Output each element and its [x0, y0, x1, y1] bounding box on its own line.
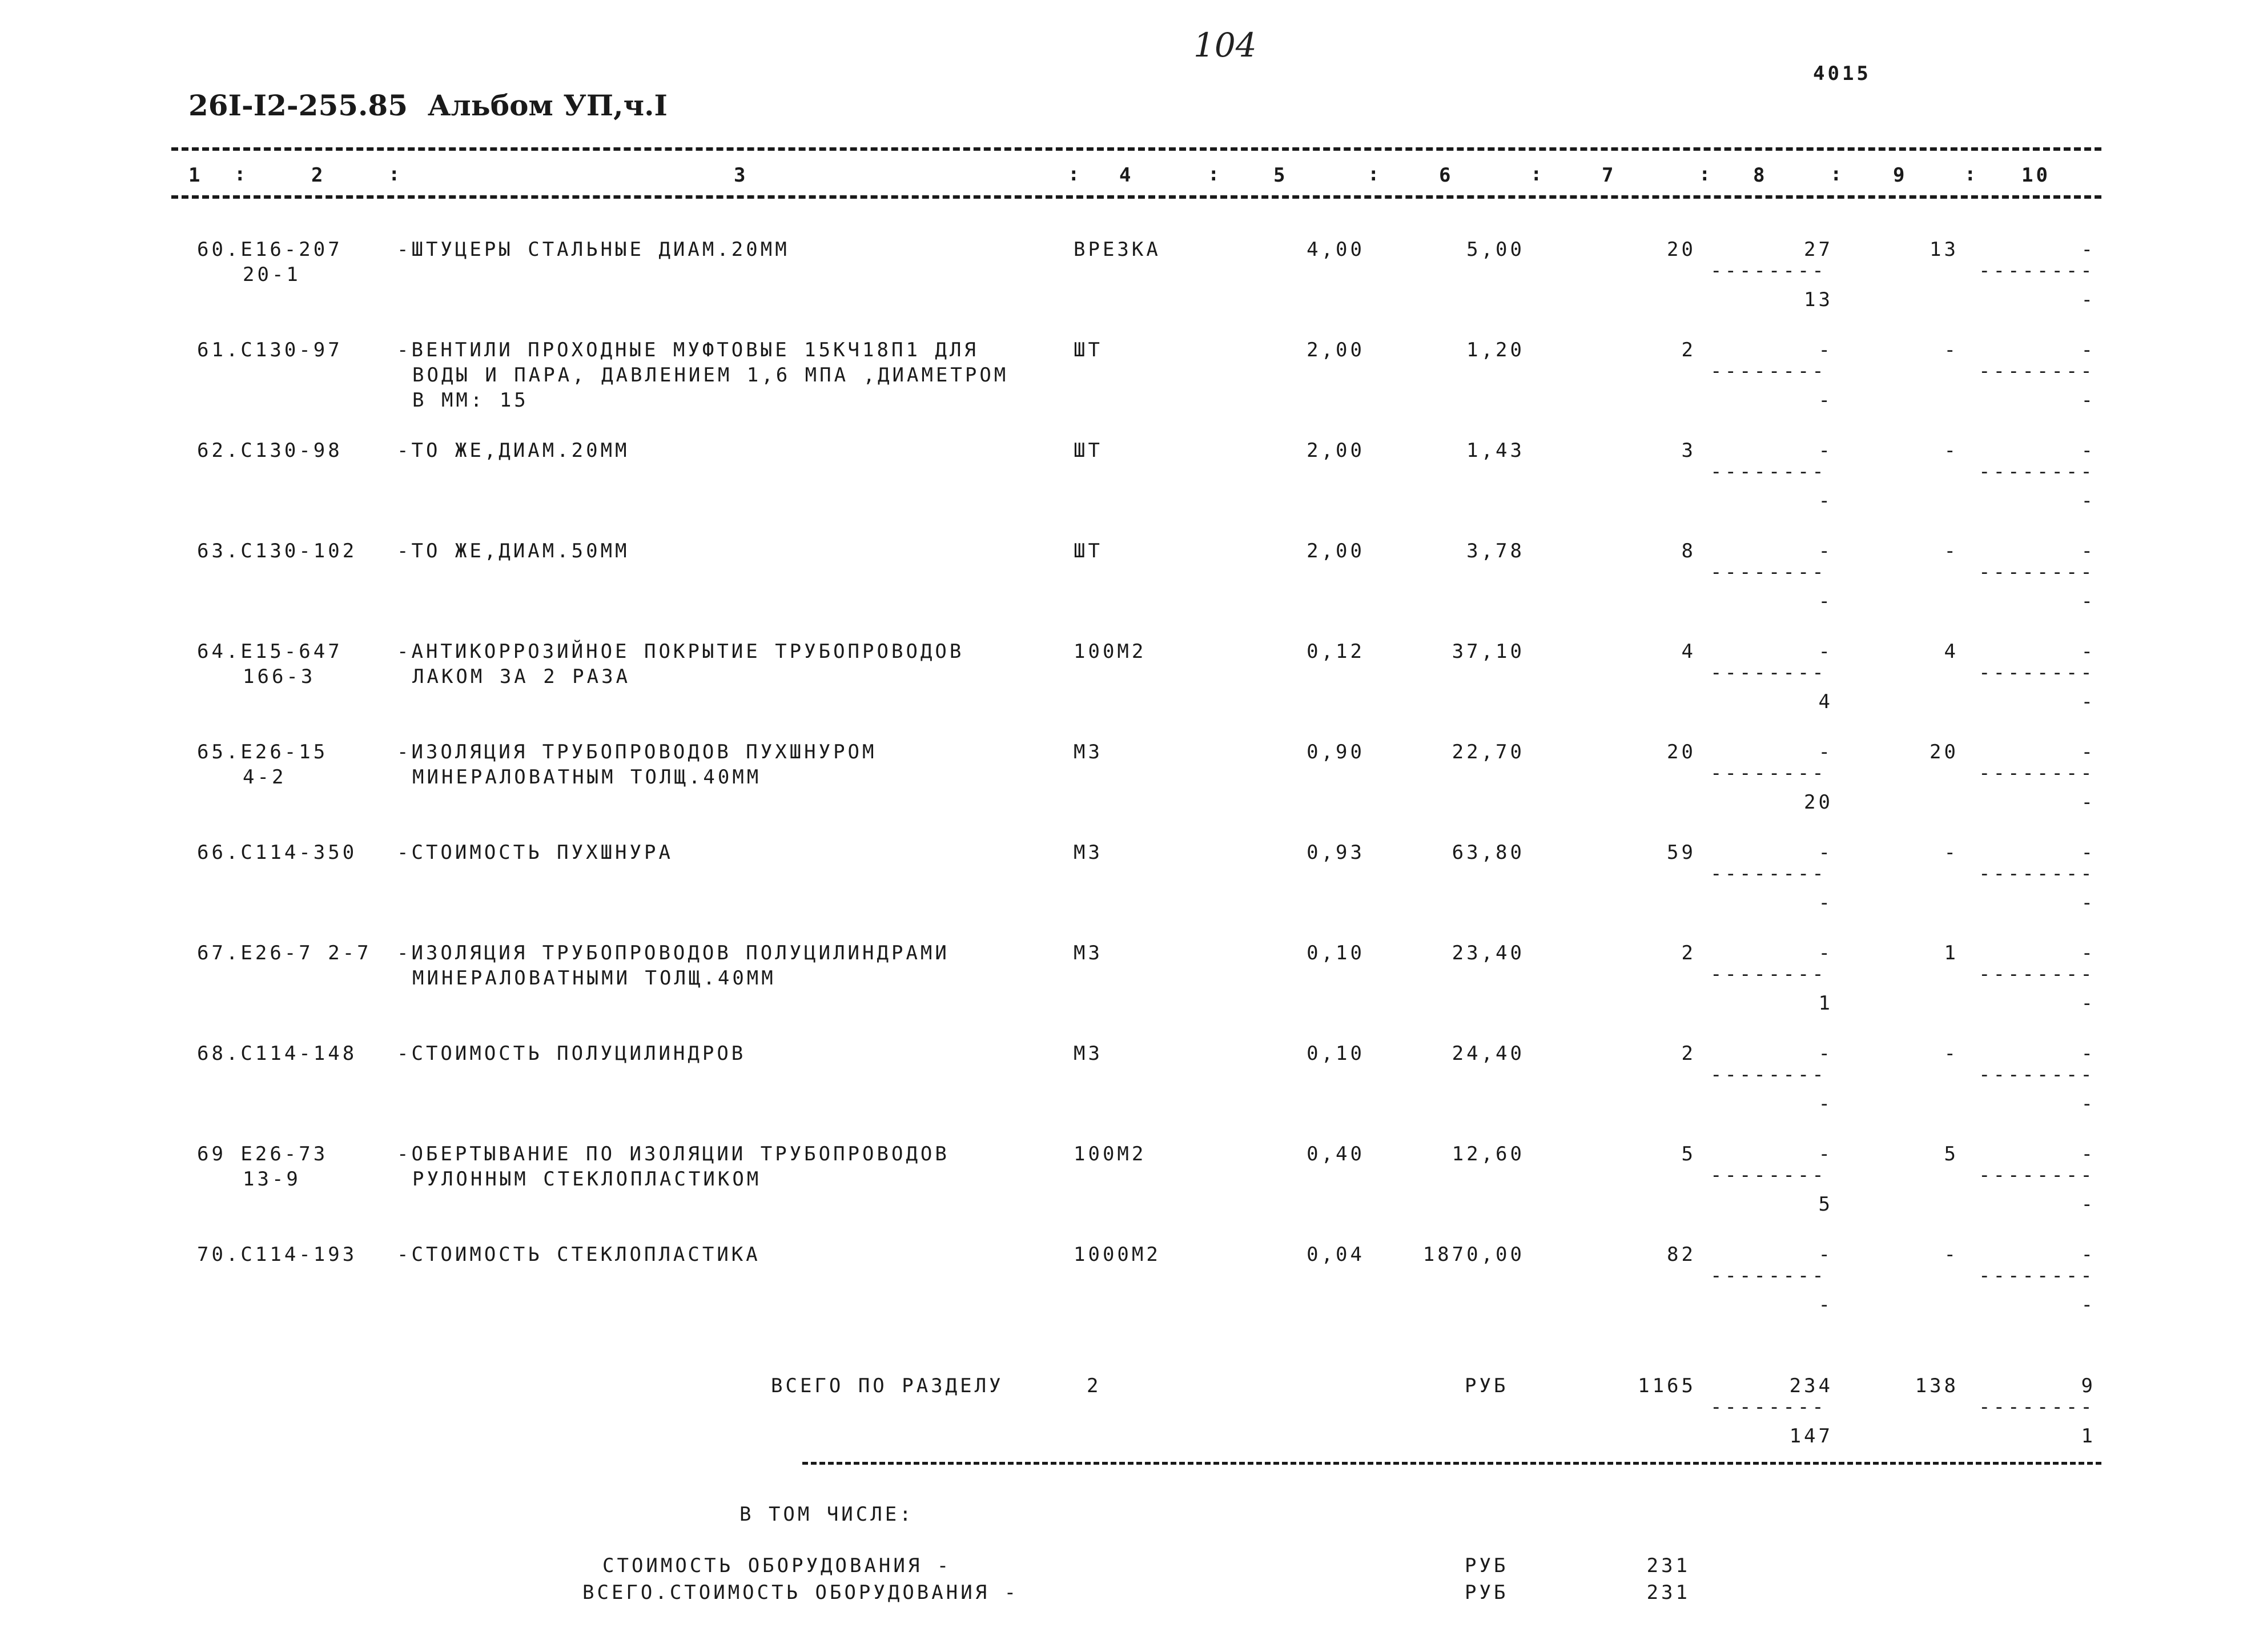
row-col8-bottom: - [1818, 891, 1833, 914]
row-total: 4 [1681, 640, 1696, 663]
row-col8-bottom: 1 [1818, 992, 1833, 1015]
row-col8-rule: -------- [1710, 460, 1827, 483]
row-description: -СТОИМОСТЬ СТЕКЛОПЛАСТИКА [397, 1243, 761, 1266]
row-description: -ШТУЦЕРЫ СТАЛЬНЫЕ ДИАМ.20ММ [397, 238, 790, 261]
row-col10-top: - [2081, 841, 2096, 864]
row-col8-rule: -------- [1710, 360, 1827, 383]
row-col10-bottom: - [2081, 288, 2096, 311]
column-header-4: 4 [1119, 164, 1134, 187]
row-col10-bottom: - [2081, 1193, 2096, 1216]
row-description-line2: ВОДЫ И ПАРА, ДАВЛЕНИЕМ 1,6 МПА ,ДИАМЕТРОМ [412, 364, 1009, 387]
row-unit: 1000М2 [1074, 1243, 1161, 1266]
column-header-1: 1 [188, 164, 203, 187]
row-unit: М3 [1074, 942, 1103, 964]
row-unit: ШТ [1074, 339, 1103, 361]
row-col10-rule: -------- [1979, 661, 2095, 684]
row-unit: ШТ [1074, 540, 1103, 562]
column-header-7: 7 [1602, 164, 1617, 187]
row-col10-top: - [2081, 640, 2096, 663]
row-col8-rule: -------- [1710, 862, 1827, 885]
column-header-3: 3 [734, 164, 749, 187]
section-total-col9: 138 [1915, 1374, 1959, 1397]
row-col9: - [1944, 1243, 1959, 1266]
column-header-separator: : [1208, 163, 1220, 186]
row-unit-price: 5,00 [1466, 238, 1525, 261]
section-total-col10-bottom: 1 [2081, 1425, 2096, 1448]
row-description: -СТОИМОСТЬ ПОЛУЦИЛИНДРОВ [397, 1042, 746, 1065]
row-col10-top: - [2081, 1143, 2096, 1165]
row-col10-bottom: - [2081, 791, 2096, 814]
row-col10-bottom: - [2081, 891, 2096, 914]
row-col10-top: - [2081, 540, 2096, 562]
row-description: -ИЗОЛЯЦИЯ ТРУБОПРОВОДОВ ПУХШНУРОМ [397, 741, 877, 763]
section-total-col10-rule: -------- [1979, 1396, 2095, 1418]
row-col10-bottom: - [2081, 1092, 2096, 1115]
column-header-separator: : [388, 163, 400, 186]
row-col9: 1 [1944, 942, 1959, 964]
row-col8-bottom: - [1818, 489, 1833, 512]
row-col10-rule: -------- [1979, 561, 2095, 584]
row-unit-price: 1,43 [1466, 439, 1525, 462]
row-col10-rule: -------- [1979, 460, 2095, 483]
section-total-col8-rule: -------- [1710, 1396, 1827, 1418]
row-code-line2: 4-2 [243, 766, 287, 789]
column-header-6: 6 [1439, 164, 1454, 187]
row-col10-rule: -------- [1979, 1063, 2095, 1086]
section-total-value: 1165 [1638, 1374, 1696, 1397]
row-col9: 5 [1944, 1143, 1959, 1165]
row-col10-top: - [2081, 238, 2096, 261]
row-col9: - [1944, 339, 1959, 361]
equipment-cost-label: СТОИМОСТЬ ОБОРУДОВАНИЯ - [602, 1554, 952, 1577]
row-quantity: 2,00 [1307, 339, 1365, 361]
row-quantity: 0,93 [1307, 841, 1365, 864]
row-description: -ИЗОЛЯЦИЯ ТРУБОПРОВОДОВ ПОЛУЦИЛИНДРАМИ [397, 942, 950, 964]
section-total-col10-top: 9 [2081, 1374, 2096, 1397]
row-total: 2 [1681, 1042, 1696, 1065]
row-unit: М3 [1074, 1042, 1103, 1065]
column-header-2: 2 [311, 164, 326, 187]
row-col8-bottom: 20 [1804, 791, 1833, 814]
row-code: 62.С130-98 [197, 439, 343, 462]
row-description-line2: МИНЕРАЛОВАТНЫМ ТОЛЩ.40ММ [412, 766, 762, 789]
row-col10-rule: -------- [1979, 762, 2095, 785]
row-col10-top: - [2081, 339, 2096, 361]
row-col10-bottom: - [2081, 590, 2096, 613]
row-col10-rule: -------- [1979, 963, 2095, 986]
section-total-rule [802, 1462, 2101, 1465]
column-header-separator: : [1368, 163, 1380, 186]
row-col10-rule: -------- [1979, 259, 2095, 282]
row-col10-rule: -------- [1979, 1164, 2095, 1187]
row-col10-bottom: - [2081, 489, 2096, 512]
row-col8-rule: -------- [1710, 561, 1827, 584]
section-total-label: ВСЕГО ПО РАЗДЕЛУ [771, 1374, 1004, 1397]
row-description-line2: ЛАКОМ ЗА 2 РАЗА [412, 665, 631, 688]
row-col10-rule: -------- [1979, 360, 2095, 383]
row-total: 5 [1681, 1143, 1696, 1165]
row-total: 8 [1681, 540, 1696, 562]
row-col8-bottom: 5 [1818, 1193, 1833, 1216]
row-quantity: 0,40 [1307, 1143, 1365, 1165]
row-col9: 4 [1944, 640, 1959, 663]
row-col10-top: - [2081, 942, 2096, 964]
row-quantity: 0,10 [1307, 1042, 1365, 1065]
total-equipment-cost-label: ВСЕГО.СТОИМОСТЬ ОБОРУДОВАНИЯ - [582, 1581, 1019, 1604]
row-code: 68.С114-148 [197, 1042, 357, 1065]
row-col10-top: - [2081, 439, 2096, 462]
row-code: 69 Е26-73 [197, 1143, 328, 1165]
row-col8-top: 27 [1804, 238, 1833, 261]
row-description: -ВЕНТИЛИ ПРОХОДНЫЕ МУФТОВЫЕ 15КЧ18П1 ДЛЯ [397, 339, 979, 361]
row-code-line2: 20-1 [243, 263, 301, 286]
column-header-8: 8 [1753, 164, 1768, 187]
column-header-separator: : [1699, 163, 1711, 186]
row-col8-bottom: 4 [1818, 690, 1833, 713]
row-description: -ТО ЖЕ,ДИАМ.20ММ [397, 439, 630, 462]
row-code: 61.С130-97 [197, 339, 343, 361]
row-code-line2: 166-3 [243, 665, 316, 688]
column-header-separator: : [1530, 163, 1542, 186]
row-description: -ТО ЖЕ,ДИАМ.50ММ [397, 540, 630, 562]
row-description-line3: В ММ: 15 [412, 389, 529, 412]
row-col8-top: - [1818, 741, 1833, 763]
row-quantity: 0,04 [1307, 1243, 1365, 1266]
row-col8-bottom: - [1818, 590, 1833, 613]
equipment-cost-currency: РУБ [1465, 1554, 1509, 1577]
row-col8-top: - [1818, 841, 1833, 864]
row-code: 65.Е26-15 [197, 741, 328, 763]
row-col10-rule: -------- [1979, 862, 2095, 885]
section-total-currency: РУБ [1465, 1374, 1509, 1397]
row-col8-top: - [1818, 1143, 1833, 1165]
row-unit-price: 23,40 [1452, 942, 1525, 964]
row-total: 2 [1681, 339, 1696, 361]
row-unit: М3 [1074, 741, 1103, 763]
row-code: 64.Е15-647 [197, 640, 343, 663]
column-header-separator: : [234, 163, 246, 186]
column-header-separator: : [1830, 163, 1842, 186]
column-header-separator: : [1964, 163, 1976, 186]
row-code: 63.С130-102 [197, 540, 357, 562]
row-col8-bottom: - [1818, 1092, 1833, 1115]
column-header-5: 5 [1273, 164, 1288, 187]
row-col8-top: - [1818, 1042, 1833, 1065]
row-col8-top: - [1818, 439, 1833, 462]
row-description: -АНТИКОРРОЗИЙНОЕ ПОКРЫТИЕ ТРУБОПРОВОДОВ [397, 640, 964, 663]
row-col10-top: - [2081, 1042, 2096, 1065]
row-quantity: 0,10 [1307, 942, 1365, 964]
row-col8-rule: -------- [1710, 1264, 1827, 1287]
row-col8-rule: -------- [1710, 1164, 1827, 1187]
including-label: В ТОМ ЧИСЛЕ: [739, 1503, 914, 1526]
row-col9: 20 [1930, 741, 1959, 763]
row-quantity: 4,00 [1307, 238, 1365, 261]
row-col8-top: - [1818, 1243, 1833, 1266]
row-col8-rule: -------- [1710, 963, 1827, 986]
row-total: 20 [1667, 741, 1696, 763]
row-col10-bottom: - [2081, 389, 2096, 412]
row-col10-bottom: - [2081, 1293, 2096, 1316]
row-col9: - [1944, 841, 1959, 864]
row-code: 66.С114-350 [197, 841, 357, 864]
row-col8-top: - [1818, 540, 1833, 562]
row-col9: - [1944, 1042, 1959, 1065]
row-description-line2: РУЛОННЫМ СТЕКЛОПЛАСТИКОМ [412, 1168, 762, 1191]
row-quantity: 2,00 [1307, 439, 1365, 462]
column-header-separator: : [1068, 163, 1080, 186]
section-total-number: 2 [1087, 1374, 1102, 1397]
row-col8-bottom: - [1818, 389, 1833, 412]
row-col9: - [1944, 439, 1959, 462]
row-unit: ШТ [1074, 439, 1103, 462]
row-col9: - [1944, 540, 1959, 562]
row-unit-price: 22,70 [1452, 741, 1525, 763]
header-top-rule [171, 147, 2101, 151]
row-col8-bottom: 13 [1804, 288, 1833, 311]
row-col8-top: - [1818, 339, 1833, 361]
row-code: 60.Е16-207 [197, 238, 343, 261]
row-col8-rule: -------- [1710, 259, 1827, 282]
row-total: 20 [1667, 238, 1696, 261]
equipment-cost-value: 231 [1646, 1554, 1690, 1577]
column-header-10: 10 [2021, 164, 2051, 187]
row-code-line2: 13-9 [243, 1168, 301, 1191]
row-unit-price: 1870,00 [1422, 1243, 1525, 1266]
row-col8-rule: -------- [1710, 762, 1827, 785]
section-total-col8-bottom: 147 [1789, 1425, 1833, 1448]
row-total: 59 [1667, 841, 1696, 864]
row-col8-top: - [1818, 942, 1833, 964]
row-total: 3 [1681, 439, 1696, 462]
row-unit-price: 3,78 [1466, 540, 1525, 562]
row-col10-bottom: - [2081, 690, 2096, 713]
row-description: -ОБЕРТЫВАНИЕ ПО ИЗОЛЯЦИИ ТРУБОПРОВОДОВ [397, 1143, 950, 1165]
row-col8-bottom: - [1818, 1293, 1833, 1316]
row-col8-top: - [1818, 640, 1833, 663]
row-col10-top: - [2081, 1243, 2096, 1266]
row-description: -СТОИМОСТЬ ПУХШНУРА [397, 841, 673, 864]
total-equipment-cost-currency: РУБ [1465, 1581, 1509, 1604]
row-unit: 100М2 [1074, 640, 1147, 663]
row-col9: 13 [1930, 238, 1959, 261]
document-title: 26I-I2-255.85 Альбом УП,ч.I [188, 89, 668, 122]
row-col8-rule: -------- [1710, 1063, 1827, 1086]
row-unit-price: 12,60 [1452, 1143, 1525, 1165]
row-description-line2: МИНЕРАЛОВАТНЫМИ ТОЛЩ.40ММ [412, 967, 776, 990]
header-bottom-rule [171, 195, 2101, 199]
row-unit: ВРЕЗКА [1074, 238, 1161, 261]
row-col10-rule: -------- [1979, 1264, 2095, 1287]
row-code: 67.Е26-7 2-7 [197, 942, 372, 964]
row-quantity: 2,00 [1307, 540, 1365, 562]
row-unit-price: 24,40 [1452, 1042, 1525, 1065]
row-total: 82 [1667, 1243, 1696, 1266]
total-equipment-cost-value: 231 [1646, 1581, 1690, 1604]
row-unit-price: 37,10 [1452, 640, 1525, 663]
row-quantity: 0,12 [1307, 640, 1365, 663]
row-unit: М3 [1074, 841, 1103, 864]
row-col8-rule: -------- [1710, 661, 1827, 684]
column-header-9: 9 [1893, 164, 1908, 187]
stamp-number: 4015 [1813, 62, 1871, 85]
row-col10-top: - [2081, 741, 2096, 763]
row-quantity: 0,90 [1307, 741, 1365, 763]
row-unit-price: 1,20 [1466, 339, 1525, 361]
row-code: 70.С114-193 [197, 1243, 357, 1266]
section-total-col8-top: 234 [1789, 1374, 1833, 1397]
handwritten-page-number: 104 [1193, 26, 1257, 65]
row-col10-bottom: - [2081, 992, 2096, 1015]
row-total: 2 [1681, 942, 1696, 964]
row-unit-price: 63,80 [1452, 841, 1525, 864]
row-unit: 100М2 [1074, 1143, 1147, 1165]
